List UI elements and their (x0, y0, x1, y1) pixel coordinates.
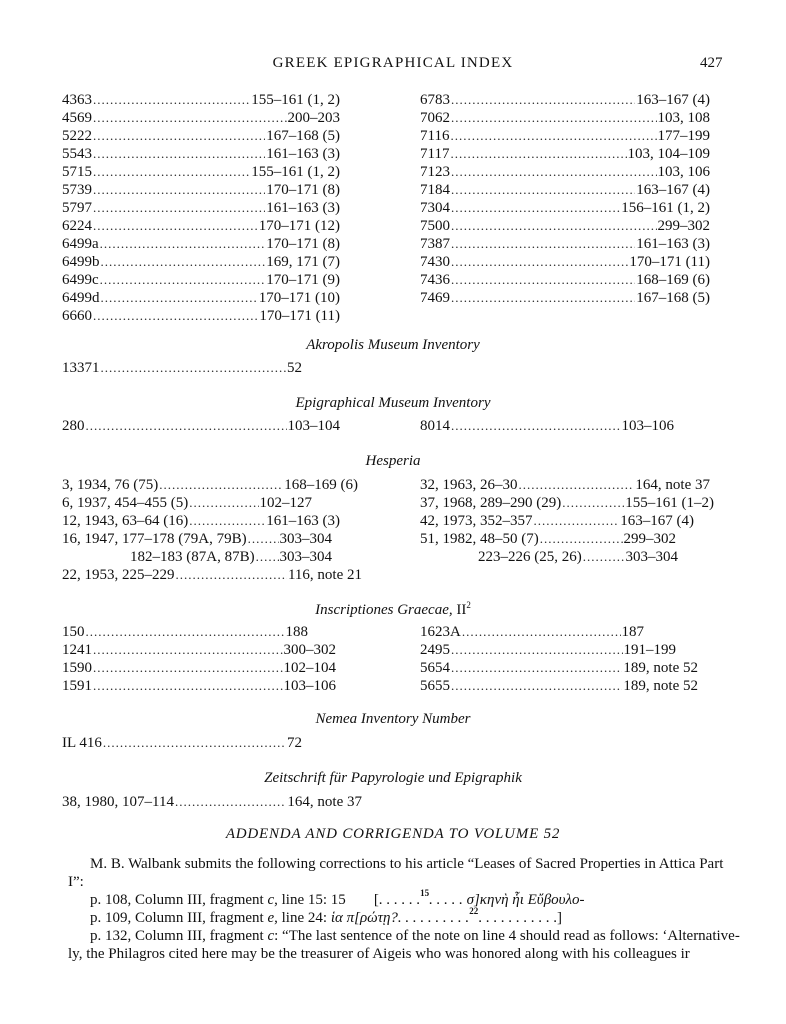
entry-key: 1241 (62, 642, 92, 658)
dot-leader (450, 145, 626, 163)
entry-pages: 161–163 (3) (266, 146, 340, 162)
index-entry (420, 530, 676, 548)
dot-leader (93, 217, 258, 235)
dot-leader (562, 494, 624, 512)
entry-pages: 300–302 (283, 642, 336, 658)
entry-key: 7469 (420, 290, 450, 306)
dot-leader (519, 476, 635, 494)
entry-key: 37, 1968, 289–290 (29) (420, 495, 562, 511)
dot-leader (451, 659, 622, 677)
entry-key: 7436 (420, 272, 450, 288)
index-entry (420, 253, 710, 271)
dot-leader (450, 127, 656, 145)
entry-key: 223–226 (25, 26) (478, 549, 582, 565)
entry-key: 5715 (62, 164, 92, 180)
dot-leader (100, 271, 266, 289)
section-heading-zpe: Zeitschrift für Papyrologie und Epigraphik (264, 770, 522, 786)
index-entry (62, 476, 358, 494)
dot-leader (451, 91, 635, 109)
entry-pages: 299–302 (623, 531, 676, 547)
dot-leader (451, 235, 635, 253)
entry-pages: 163–167 (4) (636, 182, 710, 198)
dot-leader (189, 512, 265, 530)
entry-pages: 52 (287, 360, 302, 376)
fragment-letter: c (267, 892, 275, 908)
index-entry (420, 641, 676, 659)
index-entry (62, 359, 302, 377)
entry-key: 2495 (420, 642, 450, 658)
entry-pages: 200–203 (287, 110, 340, 126)
dot-leader (93, 109, 287, 127)
dot-leader (86, 417, 287, 435)
entry-key: 7062 (420, 110, 450, 126)
entry-key: 5543 (62, 146, 92, 162)
dot-leader (451, 641, 623, 659)
greek-text: [. . . . . . (373, 892, 421, 908)
correction-text: p. 109, Column III, fragment (90, 910, 268, 926)
index-entry (62, 734, 302, 752)
dot-leader (176, 566, 287, 584)
entry-pages: 161–163 (3) (636, 236, 710, 252)
running-header-title: GREEK EPIGRAPHICAL INDEX (272, 55, 514, 71)
index-entry (62, 623, 308, 641)
ig-heading-roman: II (456, 602, 467, 618)
entry-key: 4363 (62, 92, 92, 108)
dot-leader (93, 199, 265, 217)
index-entry (62, 307, 340, 325)
index-entry (420, 199, 710, 217)
entry-pages: 103–106 (621, 418, 674, 434)
entry-pages: 102–104 (283, 660, 336, 676)
entry-pages: 161–163 (3) (266, 513, 340, 529)
index-entry (62, 91, 340, 109)
addenda-intro-paragraph: M. B. Walbank submits the following corrections to his article “Leases of Sacred Properties in Attica Part I”: (68, 856, 724, 890)
index-entry (420, 623, 644, 641)
entry-key: 7116 (420, 128, 450, 144)
entry-pages: 103–106 (283, 678, 336, 694)
dot-leader (101, 289, 258, 307)
entry-pages: 168–169 (6) (284, 477, 358, 493)
entry-pages: 299–302 (657, 218, 710, 234)
fragment-letter: e (267, 910, 275, 926)
index-entry (62, 109, 340, 127)
entry-pages: 103, 108 (657, 110, 710, 126)
entry-key: 6499c (62, 272, 99, 288)
dot-leader (462, 623, 621, 641)
index-entry (62, 127, 340, 145)
entry-key: 16, 1947, 177–178 (79A, 79B) (62, 531, 247, 547)
index-entry (420, 145, 710, 163)
index-entry (420, 512, 694, 530)
dot-leader (93, 307, 258, 325)
entry-pages: 103–104 (287, 418, 340, 434)
dot-leader (451, 199, 620, 217)
index-entry (420, 217, 710, 235)
index-entry (420, 659, 698, 677)
fragment-letter: c (267, 928, 275, 944)
section-heading-nemea: Nemea Inventory Number (315, 711, 471, 727)
index-entry (62, 677, 336, 695)
entry-pages: 161–163 (3) (266, 200, 340, 216)
greek-text: . . . . . σ]κηνὴ ἧι Εὔβουλο- (429, 892, 585, 908)
entry-key: 6783 (420, 92, 450, 108)
entry-pages: 187 (621, 624, 644, 640)
index-entry (62, 199, 340, 217)
entry-key: 280 (62, 418, 85, 434)
entry-pages: 102–127 (259, 495, 312, 511)
entry-key: 5739 (62, 182, 92, 198)
dot-leader (189, 494, 258, 512)
index-entry (420, 235, 710, 253)
index-entry (62, 512, 340, 530)
index-entry (420, 91, 710, 109)
entry-key: 182–183 (87A, 87B) (130, 549, 255, 565)
entry-pages: 170–171 (10) (258, 290, 340, 306)
entry-pages: 303–304 (625, 549, 678, 565)
correction-line-4: ly, the Philagros cited here may be the treasurer of Aigeis who was honored along with his colleagues ir (68, 946, 690, 962)
index-entry (420, 476, 710, 494)
index-entry (420, 181, 710, 199)
dot-leader (248, 530, 279, 548)
dot-leader (93, 677, 283, 695)
entry-key: 13371 (62, 360, 100, 376)
dot-leader (101, 253, 266, 271)
index-entry (62, 641, 336, 659)
entry-pages: 155–161 (1–2) (625, 495, 714, 511)
entry-key: 6224 (62, 218, 92, 234)
entry-key: 7304 (420, 200, 450, 216)
dot-leader (451, 289, 635, 307)
entry-key: 12, 1943, 63–64 (16) (62, 513, 189, 529)
entry-key: 6499d (62, 290, 100, 306)
index-entry (62, 145, 340, 163)
dot-leader (451, 271, 635, 289)
dot-leader (451, 253, 628, 271)
entry-key: 5222 (62, 128, 92, 144)
dot-leader (583, 548, 625, 566)
entry-pages: 167–168 (5) (266, 128, 340, 144)
dot-leader (93, 641, 283, 659)
dot-leader (93, 127, 265, 145)
index-entry (62, 235, 340, 253)
entry-pages: 303–304 (279, 549, 332, 565)
index-entry (62, 289, 340, 307)
entry-key: 7430 (420, 254, 450, 270)
entry-pages: 163–167 (4) (620, 513, 694, 529)
greek-text: . . . . . . . . . . .] (478, 910, 562, 926)
entry-pages: 170–171 (11) (259, 308, 340, 324)
entry-key: 51, 1982, 48–50 (7) (420, 531, 539, 547)
entry-key: 5655 (420, 678, 450, 694)
entry-pages: 167–168 (5) (636, 290, 710, 306)
entry-pages: 170–171 (12) (258, 218, 340, 234)
dot-leader (159, 476, 283, 494)
dot-leader (451, 109, 657, 127)
index-entry (420, 127, 710, 145)
dot-leader (93, 163, 250, 181)
correction-line-2 (90, 906, 562, 928)
dot-leader (451, 181, 635, 199)
entry-pages: 177–199 (657, 128, 710, 144)
greek-text: ἱα π[ρώτῃ?. . . . . . . . . . (330, 910, 470, 926)
index-entry (478, 548, 678, 566)
correction-line-3 (90, 927, 740, 945)
correction-text: : “The last sentence of the note on line 4 should read as follows: ‘Alternative- (274, 928, 740, 944)
entry-key: 5797 (62, 200, 92, 216)
entry-pages: 170–171 (9) (266, 272, 340, 288)
lacuna-count: 15 (420, 888, 430, 898)
index-entry (420, 163, 710, 181)
correction-text: , line 24: (274, 910, 331, 926)
index-entry (62, 181, 340, 199)
entry-pages: 116, note 21 (287, 567, 362, 583)
entry-key: 7123 (420, 164, 450, 180)
index-entry (420, 677, 698, 695)
entry-key: 6499a (62, 236, 99, 252)
entry-pages: 72 (287, 735, 302, 751)
dot-leader (103, 734, 286, 752)
dot-leader (451, 163, 657, 181)
entry-pages: 156–161 (1, 2) (621, 200, 710, 216)
entry-key: 32, 1963, 26–30 (420, 477, 518, 493)
entry-key: 1623A (420, 624, 461, 640)
entry-key: 6660 (62, 308, 92, 324)
entry-pages: 188 (285, 624, 308, 640)
entry-key: 1591 (62, 678, 92, 694)
dot-leader (93, 91, 250, 109)
entry-pages: 303–304 (279, 531, 332, 547)
index-entry (62, 494, 312, 512)
entry-key: 6, 1937, 454–455 (5) (62, 495, 189, 511)
lacuna-count: 22 (469, 906, 479, 916)
entry-key: IL 416 (62, 735, 102, 751)
entry-key: 7500 (420, 218, 450, 234)
entry-key: 4569 (62, 110, 92, 126)
dot-leader (451, 417, 621, 435)
dot-leader (534, 512, 620, 530)
index-entry (420, 494, 714, 512)
entry-key: 7184 (420, 182, 450, 198)
entry-pages: 155–161 (1, 2) (251, 164, 340, 180)
entry-key: 7387 (420, 236, 450, 252)
entry-key: 3, 1934, 76 (75) (62, 477, 159, 493)
entry-pages: 155–161 (1, 2) (251, 92, 340, 108)
index-entry (62, 417, 340, 435)
entry-key: 1590 (62, 660, 92, 676)
entry-pages: 169, 171 (7) (266, 254, 340, 270)
dot-leader (93, 145, 265, 163)
entry-pages: 189, note 52 (623, 678, 698, 694)
index-entry (420, 109, 710, 127)
entry-key: 7117 (420, 146, 450, 162)
entry-pages: 163–167 (4) (636, 92, 710, 108)
index-entry (420, 289, 710, 307)
entry-pages: 189, note 52 (623, 660, 698, 676)
index-entry (62, 793, 362, 811)
section-heading-hesperia: Hesperia (365, 453, 421, 469)
correction-text: p. 132, Column III, fragment (90, 928, 268, 944)
ig-heading-text: Inscriptiones Graecae, (315, 602, 453, 618)
section-heading-akropolis: Akropolis Museum Inventory (306, 337, 480, 353)
entry-pages: 168–169 (6) (636, 272, 710, 288)
index-entry (420, 271, 710, 289)
entry-key: 150 (62, 624, 85, 640)
dot-leader (256, 548, 279, 566)
index-entry (62, 659, 336, 677)
index-entry (420, 417, 674, 435)
ig-heading-superscript: 2 (466, 600, 471, 610)
correction-line-1 (90, 888, 585, 910)
dot-leader (101, 359, 287, 377)
index-entry (62, 253, 340, 271)
entry-key: 42, 1973, 352–357 (420, 513, 533, 529)
addenda-heading: ADDENDA AND CORRIGENDA TO VOLUME 52 (225, 826, 561, 842)
index-entry (62, 530, 332, 548)
section-heading-inscriptiones-graecae (0, 600, 786, 619)
dot-leader (540, 530, 623, 548)
dot-leader (100, 235, 266, 253)
entry-pages: 103, 106 (657, 164, 710, 180)
entry-key: 38, 1980, 107–114 (62, 794, 174, 810)
page-number: 427 (700, 55, 723, 71)
entry-key: 22, 1953, 225–229 (62, 567, 175, 583)
correction-text: p. 108, Column III, fragment (90, 892, 268, 908)
index-entry (62, 163, 340, 181)
entry-pages: 164, note 37 (635, 477, 710, 493)
entry-pages: 170–171 (11) (629, 254, 710, 270)
index-entry (62, 271, 340, 289)
entry-pages: 103, 104–109 (627, 146, 710, 162)
dot-leader (175, 793, 286, 811)
correction-text: , line 15: 15 (274, 892, 346, 908)
entry-pages: 170–171 (8) (266, 236, 340, 252)
index-entry (62, 217, 340, 235)
dot-leader (93, 181, 265, 199)
dot-leader (451, 677, 622, 695)
section-heading-epigraphical: Epigraphical Museum Inventory (295, 395, 491, 411)
entry-pages: 191–199 (623, 642, 676, 658)
index-entry (62, 566, 362, 584)
dot-leader (86, 623, 285, 641)
entry-key: 6499b (62, 254, 100, 270)
entry-key: 5654 (420, 660, 450, 676)
entry-pages: 164, note 37 (287, 794, 362, 810)
entry-key: 8014 (420, 418, 450, 434)
entry-pages: 170–171 (8) (266, 182, 340, 198)
dot-leader (93, 659, 283, 677)
dot-leader (451, 217, 657, 235)
index-entry (130, 548, 332, 566)
